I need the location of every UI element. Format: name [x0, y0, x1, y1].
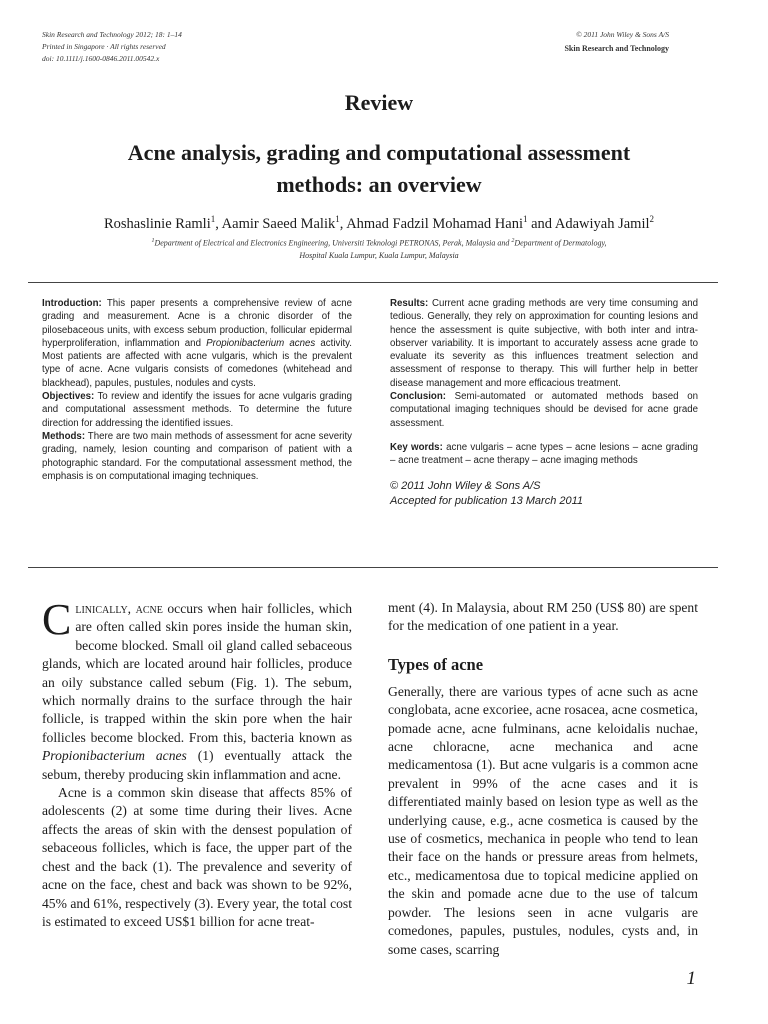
printed-notice: Printed in Singapore · All rights reserved: [42, 42, 166, 51]
abstract-label: Introduction:: [42, 298, 102, 309]
affiliation-text: Department of Dermatology,: [514, 238, 607, 248]
page-number: 1: [686, 968, 696, 989]
author-affiliation-mark: 1: [522, 214, 528, 224]
author-separator: and: [527, 215, 555, 232]
affiliations: [40, 235, 718, 262]
author-name: Aamir Saeed Malik: [221, 215, 336, 232]
affiliation-line-1: [40, 235, 718, 250]
author-name: Adawiyah Jamil: [554, 215, 650, 232]
abstract-bottom-rule: [28, 567, 718, 568]
journal-name: Skin Research and Technology: [564, 44, 669, 53]
journal-citation: Skin Research and Technology 2012; 18: 1–14: [42, 30, 182, 39]
abstract-results: [390, 297, 698, 390]
opening-smallcaps: linically, acne: [75, 601, 163, 616]
accepted-date: Accepted for publication 13 March 2011: [390, 494, 584, 507]
body-right-column: [388, 599, 698, 959]
author-name: Roshaslinie Ramli: [103, 215, 211, 232]
abstract-methods: [42, 430, 352, 483]
abstract-text: To review and identify the issues for acne vulgaris grading and computational assessment methods. To determine the future direction for addressing the identified issues.: [42, 391, 352, 429]
abstract-right-column: [390, 297, 698, 509]
body-paragraph: Acne is a common skin disease that affects 85% of adolescents (2) at some time during their lives. Acne affects the areas of skin with the densest population of sebaceous follicles, which is face, the upper part of the chest and the back (1). The prevalence and severity of acne on the face, chest and back was shown to be 92%, 45% and 61%, respectively (3). Every year, the total cost is estimated to exceed US$1 billion for acne treat-: [42, 785, 352, 929]
italic-term: Propionibacterium acnes: [42, 748, 187, 764]
doi[interactable]: doi: 10.1111/j.1600-0846.2011.00542.x: [42, 54, 160, 63]
abstract-text: Current acne grading methods are very time consuming and tedious. Generally, they rely on approximation for counting lesions and hence the assessment is quite subjective, with both inter and intra-observer variability. It is important to accurately assess acne grade to evaluate its severity as this influences treatment selection and assessment of response to therapy. This will further help in better disease management and more efficacious treatment.: [390, 298, 698, 389]
body-paragraph: [42, 595, 352, 784]
affiliation-text: Department of Electrical and Electronics Engineering, Universiti Teknologi PETRONAS, Perak, Malaysia and: [154, 238, 512, 248]
author-affiliation-mark: 1: [210, 214, 216, 224]
abstract-left-column: [42, 297, 352, 483]
author-list: [40, 210, 718, 233]
abstract-label: Results:: [390, 298, 429, 309]
affiliation-line-2: Hospital Kuala Lumpur, Kuala Lumpur, Malaysia: [299, 250, 459, 260]
abstract-conclusion: [390, 390, 698, 430]
running-header-left: [42, 29, 182, 65]
abstract-label: Conclusion:: [390, 391, 446, 403]
section-label: Review: [344, 90, 414, 115]
abstract-italic-term: Propionibacterium acnes: [206, 337, 316, 349]
title-line-2: methods: an overview: [276, 172, 482, 197]
keywords-text: acne vulgaris – acne types – acne lesions – acne grading – acne treatment – acne therapy – acne imaging methods: [390, 441, 699, 467]
abstract-label: Methods:: [42, 430, 86, 442]
abstract-label: Objectives:: [42, 391, 95, 403]
abstract-text: activity. Most patients are affected with acne vulgaris, which is the prevalent type of acne. Acne vulgaris consists of comedones (whitehead and blackhead), papules, pustules, nodules and cysts.: [42, 337, 352, 389]
author-affiliation-mark: 2: [649, 214, 655, 224]
abstract-introduction: [42, 297, 352, 390]
article-title: [40, 137, 718, 201]
author-separator: ,: [215, 215, 222, 232]
abstract-objectives: [42, 390, 352, 430]
section-heading: Types of acne: [388, 654, 484, 674]
keywords: [390, 441, 698, 468]
body-paragraph: ment (4). In Malaysia, about RM 250 (US$ 80) are spent for the medication of one patient in a year.: [388, 600, 698, 634]
body-paragraph: Generally, there are various types of acne such as acne conglobata, acne excoriee, acne rosacea, acne cosmetica, pomade acne, acne fulminans, acne keloidalis nuchae, acne chloracne, acne mechanica and acne medicamentosa (1). But acne vulgaris is a common acne prevalent in 99% of the acne cases and it is differentiated mainly based on lesion type as well as the underlying cause, e.g., acne cosmetica is caused by the use of cosmetics, mechanica in people who tend to lean their face on the hands or pressure areas from helmets, etc., medicamentosa due to topical medicine applied on the skin and pomade acne due to the use of talcum powder. The lesions seen in acne vulgaris are comedones, papules, pustules, nodules, cysts and, in some cases, scarring: [388, 683, 698, 957]
body-text: (1) eventually attack the sebum, thereby producing skin inflammation and acne.: [42, 748, 352, 782]
author-name: Ahmad Fadzil Mohamad Hani: [346, 215, 523, 232]
abstract-text: There are two main methods of assessment for acne severity grading, namely, lesion counting and comparison of patient with a photographic standard. For the computational assessment method, the emphasis is on computational imaging techniques.: [42, 430, 352, 482]
author-affiliation-mark: 1: [335, 214, 340, 224]
abstract-text: Semi-automated or automated methods based on computational imaging techniques should be devised for acne grade assessment.: [390, 391, 698, 429]
header-copyright: © 2011 John Wiley & Sons A/S: [576, 30, 669, 39]
affiliation-mark: 1: [151, 238, 155, 244]
running-header-right: [564, 29, 669, 55]
affiliation-mark: 2: [511, 238, 515, 244]
author-separator: ,: [339, 215, 347, 232]
body-text: occurs when hair follicles, which are often called skin pores inside the human skin, become blocked. Small oil gland called sebaceous glands, which are located around hair follicles, produce an oily substance called sebum (Fig. 1). The sebum, which normally drains to the surface through the hair follicle, is trapped within the skin pore when the hair follicles become blocked. From this, bacteria known as: [42, 601, 352, 745]
abstract-top-rule: [28, 282, 718, 283]
keywords-label: Key words:: [390, 441, 443, 453]
title-line-1: Acne analysis, grading and computational assessment: [127, 140, 631, 165]
body-left-column: [42, 595, 352, 931]
drop-cap: C: [42, 595, 72, 644]
abstract-copyright: © 2011 John Wiley & Sons A/S: [390, 479, 541, 492]
abstract-text: This paper presents a comprehensive review of acne grading and measurement. Acne is a chronic disorder of the pilosebaceous units, with excess sebum production, follicular epidermal hyperproliferation, inflammation and: [42, 298, 352, 349]
